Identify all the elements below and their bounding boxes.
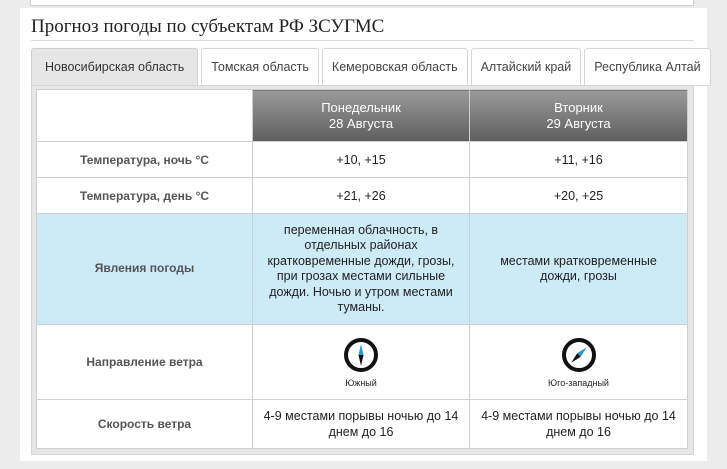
day-header-tuesday — [470, 90, 688, 142]
wind-direction-text: Юго-западный — [548, 377, 609, 388]
cell-value: +10, +15 — [253, 142, 470, 178]
day-header-monday — [253, 90, 470, 142]
cell-value: 4-9 местами порывы ночью до 14 днем до 16 — [253, 400, 470, 449]
cell-wind-direction — [470, 325, 688, 400]
day-weekday: Вторник — [554, 99, 603, 115]
table-row-phenomena — [37, 214, 688, 325]
row-label: Направление ветра — [37, 325, 253, 400]
table-row-wind-speed — [37, 400, 688, 449]
table-corner — [37, 90, 253, 142]
day-date: 29 Августа — [546, 115, 611, 131]
table-row-temp-night — [37, 142, 688, 178]
tab-novosibirsk[interactable]: Новосибирская область — [31, 48, 198, 86]
tab-content — [31, 85, 694, 455]
row-label: Температура, ночь °C — [37, 142, 253, 178]
cell-value: 4-9 местами порывы ночью до 14 днем до 16 — [470, 400, 688, 449]
row-label: Скорость ветра — [37, 400, 253, 449]
tab-kemerovo[interactable]: Кемеровская область — [322, 48, 468, 86]
table-row-wind-direction — [37, 325, 688, 400]
wind-direction-text: Южный — [345, 377, 377, 388]
cell-value: переменная облачность, в отдельных районах кратковременные дожди, грозы, при грозах местами сильные дожди. Ночью и утром местами туманы. — [253, 214, 470, 325]
compass-southwest-icon — [561, 337, 597, 373]
cell-value: +20, +25 — [470, 178, 688, 214]
region-tabs — [31, 48, 714, 86]
row-label: Температура, день °C — [37, 178, 253, 214]
compass-south-icon — [343, 337, 379, 373]
table-row-temp-day — [37, 178, 688, 214]
cell-value: +21, +26 — [253, 178, 470, 214]
page-title: Прогноз погоды по субъектам РФ ЗСУГМС — [31, 16, 385, 37]
tab-altai-republic[interactable]: Республика Алтай — [584, 48, 710, 86]
cell-value: +11, +16 — [470, 142, 688, 178]
cell-wind-direction — [253, 325, 470, 400]
cell-value: местами кратковременные дожди, грозы — [470, 214, 688, 325]
title-divider — [31, 40, 694, 41]
day-weekday: Понедельник — [321, 99, 401, 115]
row-label: Явления погоды — [37, 214, 253, 325]
tab-tomsk[interactable]: Томская область — [201, 48, 319, 86]
forecast-table — [36, 89, 688, 449]
tab-altai-krai[interactable]: Алтайский край — [471, 48, 582, 86]
previous-block-edge — [30, 0, 694, 6]
day-date: 28 Августа — [328, 115, 394, 131]
